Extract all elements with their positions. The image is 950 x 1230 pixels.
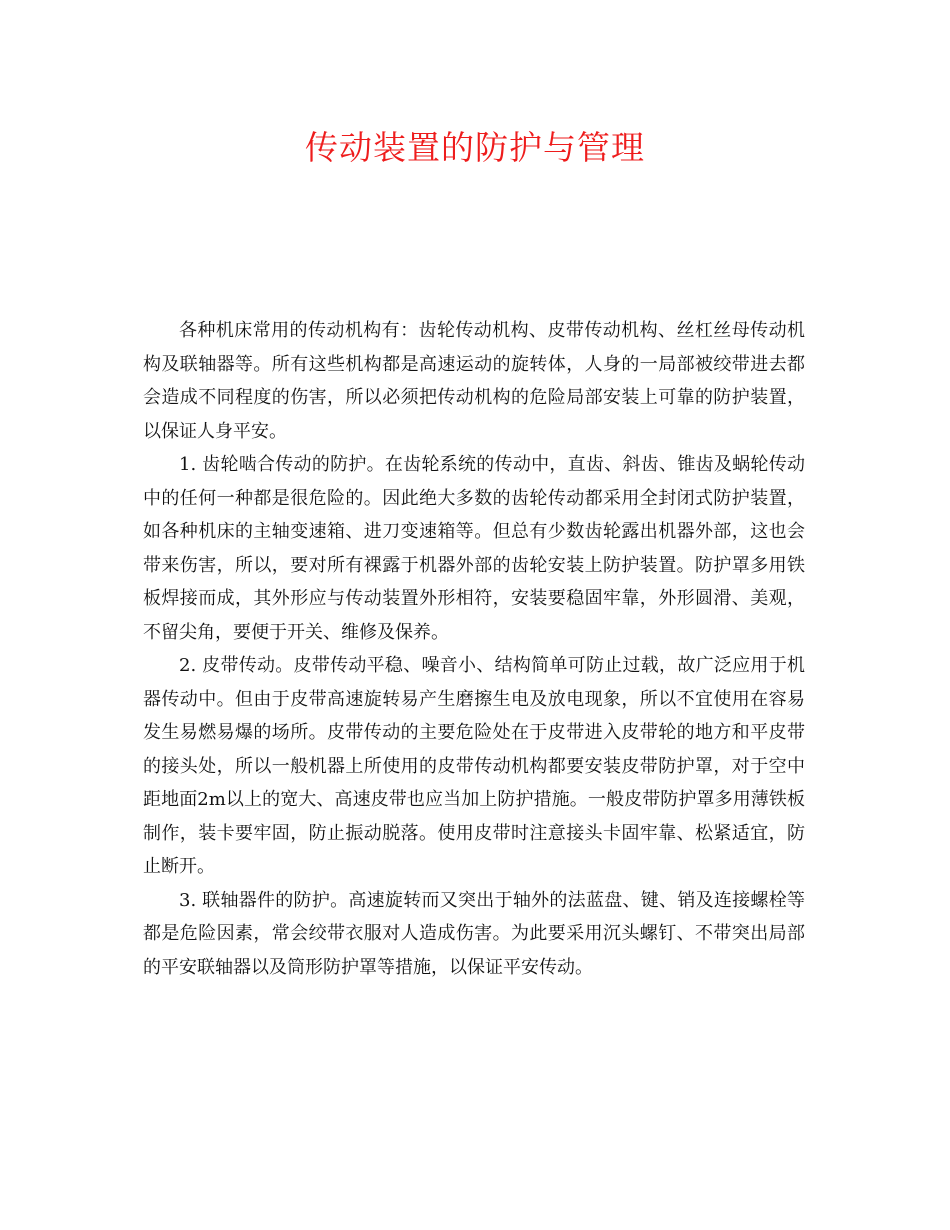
coupling-protection-paragraph: 3. 联轴器件的防护。高速旋转而又突出于轴外的法蓝盘、键、销及连接螺栓等都是危险因素，常会绞带衣服对人造成伤害。为此要采用沉头螺钉、不带突出局部的平安联轴器以及筒形防护罩等措施，以保证平安传动。 (143, 889, 805, 978)
document-body (143, 314, 805, 984)
gear-protection-paragraph: 1. 齿轮啮合传动的防护。在齿轮系统的传动中，直齿、斜齿、锥齿及蜗轮传动中的任何一种都是很危险的。因此绝大多数的齿轮传动都采用全封闭式防护装置，如各种机床的主轴变速箱、进刀变速箱等。但总有少数齿轮露出机器外部，这也会带来伤害，所以，要对所有裸露于机器外部的齿轮安装上防护装置。防护罩多用铁板焊接而成，其外形应与传动装置外形相符，安装要稳固牢靠，外形圆滑、美观，不留尖角，要便于开关、维修及保养。 (143, 454, 805, 643)
page-title: 传动装置的防护与管理 (305, 128, 645, 167)
belt-drive-paragraph: 2. 皮带传动。皮带传动平稳、噪音小、结构简单可防止过载，故广泛应用于机器传动中。但由于皮带高速旋转易产生磨擦生电及放电现象，所以不宜使用在容易发生易燃易爆的场所。皮带传动的主要危险处在于皮带进入皮带轮的地方和平皮带的接头处，所以一般机器上所使用的皮带传动机构都要安装皮带防护罩，对于空中距地面2m以上的宽大、高速皮带也应当加上防护措施。一般皮带防护罩多用薄铁板制作，装卡要牢固，防止振动脱落。使用皮带时注意接头卡固牢靠、松紧适宜，防止断开。 (143, 655, 805, 877)
intro-paragraph: 各种机床常用的传动机构有：齿轮传动机构、皮带传动机构、丝杠丝母传动机构及联轴器等。所有这些机构都是高速运动的旋转体，人身的一局部被绞带进去都会造成不同程度的伤害，所以必须把传动机构的危险局部安装上可靠的防护装置，以保证人身平安。 (143, 320, 805, 442)
